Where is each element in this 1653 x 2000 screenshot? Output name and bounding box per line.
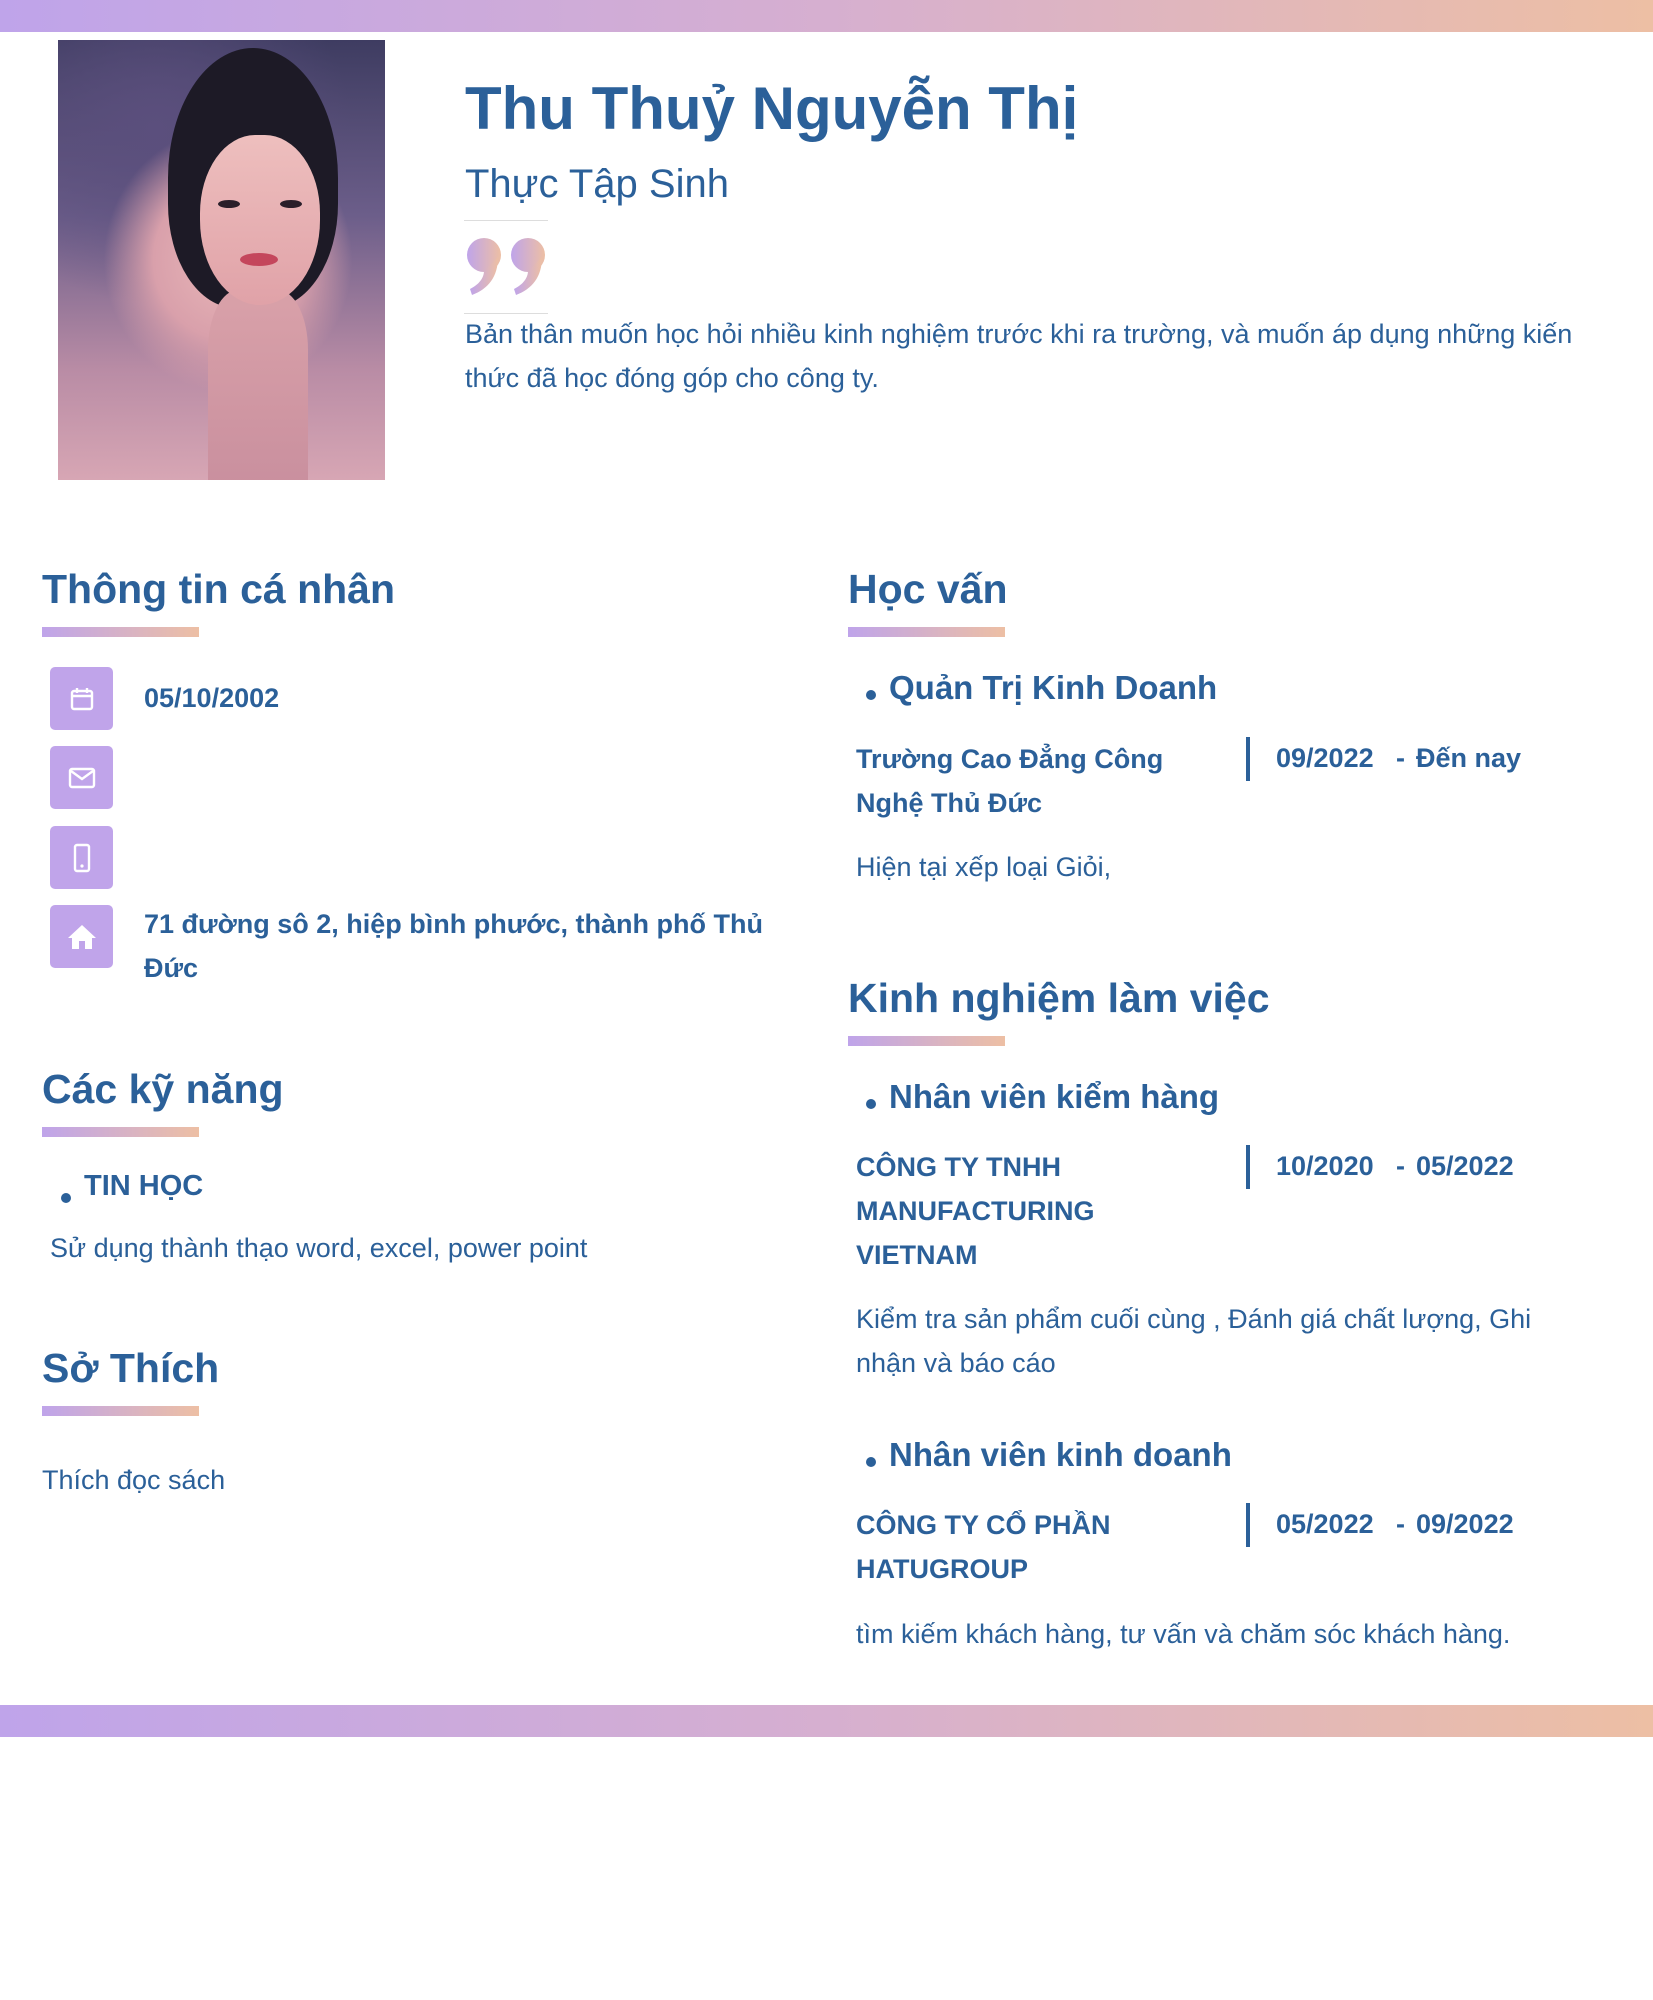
- top-gradient-bar: [0, 0, 1653, 32]
- education-school: Trường Cao Đẳng Công Nghệ Thủ Đức: [856, 744, 1164, 818]
- experience-bullet-2: [866, 1457, 876, 1467]
- bottom-gradient-bar: [0, 1705, 1653, 1737]
- education-bullet: [866, 690, 876, 700]
- experience-position-1: Nhân viên kiểm hàng: [889, 1078, 1220, 1115]
- experience-date-separator-1: -: [1396, 1151, 1405, 1181]
- address-text: 71 đường sô 2, hiệp bình phước, thành phố Thủ Đức: [144, 909, 763, 983]
- experience-start-date-1: 10/2020: [1276, 1151, 1374, 1181]
- skill-name: TIN HỌC: [84, 1170, 204, 1202]
- hobbies-text: Thích đọc sách: [42, 1465, 226, 1495]
- photo-face: [200, 135, 320, 305]
- candidate-name: Thu Thuỷ Nguyễn Thị: [465, 75, 1079, 142]
- photo-lips: [240, 253, 278, 266]
- education-start-date: 09/2022: [1276, 743, 1374, 773]
- profile-photo: [58, 40, 385, 480]
- photo-eye-left: [218, 200, 240, 208]
- skill-bullet: [61, 1193, 71, 1203]
- section-underline-hobbies: [42, 1406, 199, 1416]
- home-icon: [50, 905, 113, 968]
- experience-description-1: Kiểm tra sản phẩm cuối cùng , Đánh giá chất lượng, Ghi nhận và báo cáo: [856, 1304, 1532, 1378]
- phone-icon: [50, 826, 113, 889]
- education-date-separator: -: [1396, 743, 1405, 773]
- section-title-education: Học vấn: [848, 566, 1008, 612]
- section-underline-personal: [42, 627, 199, 637]
- experience-divider-1: [1246, 1145, 1250, 1189]
- experience-date-separator-2: -: [1396, 1509, 1405, 1539]
- experience-company-2: CÔNG TY CỔ PHẦN HATUGROUP: [856, 1510, 1111, 1584]
- experience-end-date-2: 09/2022: [1416, 1509, 1514, 1539]
- job-title: Thực Tập Sinh: [465, 162, 729, 206]
- photo-eye-right: [280, 200, 302, 208]
- career-objective: Bản thân muốn học hỏi nhiều kinh nghiệm trước khi ra trường, và muốn áp dụng những kiến thức đã học đóng góp cho công ty.: [465, 319, 1573, 393]
- experience-end-date-1: 05/2022: [1416, 1151, 1514, 1181]
- experience-start-date-2: 05/2022: [1276, 1509, 1374, 1539]
- section-underline-skills: [42, 1127, 199, 1137]
- education-major: Quản Trị Kinh Doanh: [889, 669, 1218, 706]
- section-title-experience: Kinh nghiệm làm việc: [848, 975, 1270, 1021]
- section-title-skills: Các kỹ năng: [42, 1066, 284, 1112]
- quote-icon: [466, 235, 550, 297]
- calendar-icon: [50, 667, 113, 730]
- email-icon: [50, 746, 113, 809]
- photo-neck: [208, 290, 308, 480]
- experience-position-2: Nhân viên kinh doanh: [889, 1436, 1232, 1473]
- education-divider: [1246, 737, 1250, 781]
- experience-bullet-1: [866, 1099, 876, 1109]
- experience-divider-2: [1246, 1503, 1250, 1547]
- skill-description: Sử dụng thành thạo word, excel, power point: [50, 1233, 588, 1263]
- section-underline-education: [848, 627, 1005, 637]
- birthday-text: 05/10/2002: [144, 683, 280, 713]
- experience-company-1: CÔNG TY TNHH MANUFACTURING VIETNAM: [856, 1152, 1095, 1270]
- experience-description-2: tìm kiếm khách hàng, tư vấn và chăm sóc khách hàng.: [856, 1619, 1511, 1649]
- section-underline-experience: [848, 1036, 1005, 1046]
- education-end-date: Đến nay: [1416, 743, 1522, 773]
- quote-block: [464, 220, 548, 314]
- section-title-personal: Thông tin cá nhân: [42, 566, 396, 612]
- education-description: Hiện tại xếp loại Giỏi,: [856, 852, 1112, 882]
- section-title-hobbies: Sở Thích: [42, 1345, 220, 1391]
